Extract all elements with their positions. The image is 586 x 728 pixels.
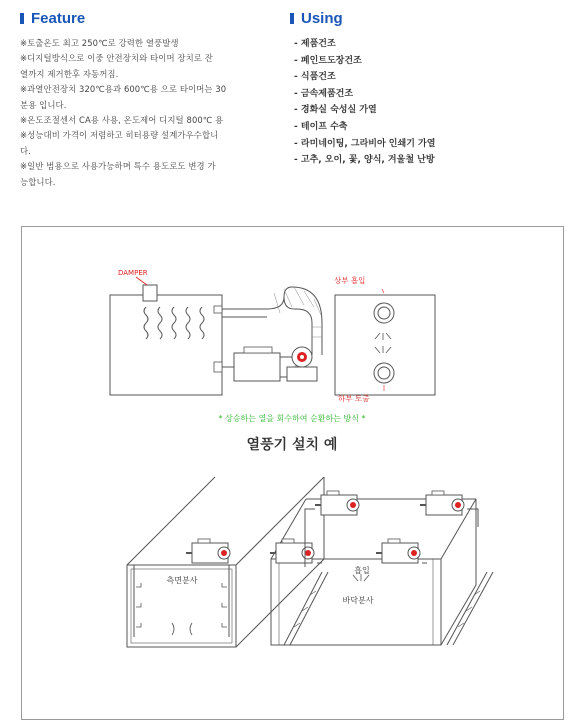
side-nozzle-icons [136,583,227,635]
feature-line: 열까지 제거한후 자동꺼짐. [20,68,119,79]
heat-wave-icon [144,307,204,339]
installation-diagram-frame [21,226,564,720]
feature-line: ※성능대비 가격이 저렴하고 히터용량 설계가우수합니 [20,130,219,141]
intake-arrow-icon [353,574,369,581]
using-item: - 페인트도장건조 [294,55,362,66]
feature-section [20,8,290,190]
feature-line: ※온도조절센서 CA용 사용, 온도제어 디지털 800℃ 용 [20,115,224,126]
using-item: - 제품건조 [294,39,336,49]
using-title: Using [301,9,343,27]
intake-label: 흡입 [354,566,370,575]
using-item: - 고추, 오이, 꽃, 양식, 겨울철 난방 [294,155,435,166]
using-item: - 경화실 숙성실 가열 [294,105,377,116]
side-heater-icon [186,539,230,563]
installation-example-title: 열풍기 설치 예 [246,437,338,453]
feature-title: Feature [31,9,86,27]
feature-line: 다. [20,145,31,156]
heading-bullet-icon [290,13,294,24]
feature-line: ※디지털방식으로 이중 안전장치와 타이머 장치로 잔 [20,53,213,64]
bottom-exhaust-label: 하부 토출 [338,394,370,403]
floor-spray-marks [294,591,480,627]
drying-room-system [110,277,322,395]
damper-label: DAMPER [118,269,148,277]
using-section [290,8,570,169]
using-list [290,36,570,169]
using-item: - 라미네이팅, 그라비아 인쇄기 가열 [294,138,436,149]
circulation-caption: * 상승하는 열을 회수하여 순환하는 방식 * [218,414,366,423]
floor-spray-label: 바닥분사 [342,596,374,605]
intake-exhaust-panel [335,289,435,395]
feature-line: ※토출온도 최고 250℃로 강력한 열풍발생 [20,38,179,48]
using-heading [290,8,570,28]
feature-line: 능합니다. [20,176,56,187]
using-item: - 테이프 수축 [294,121,348,132]
feature-line: ※일반 범용으로 사용가능하며 특수 용도로도 변경 가 [20,161,216,172]
feature-heading [20,8,290,28]
heading-bullet-icon [20,13,24,24]
using-item: - 식품건조 [294,72,336,83]
using-item: - 금속제품건조 [294,88,354,99]
installation-diagram [22,227,563,719]
feature-line: ※과열안전장치 320℃용과 600℃용 으로 타이머는 30 [20,84,227,95]
side-spray-label: 측면분사 [166,576,198,585]
feature-list [20,36,290,190]
feature-line: 분용 입니다. [20,99,67,110]
top-intake-label: 상부 흡입 [334,276,366,285]
